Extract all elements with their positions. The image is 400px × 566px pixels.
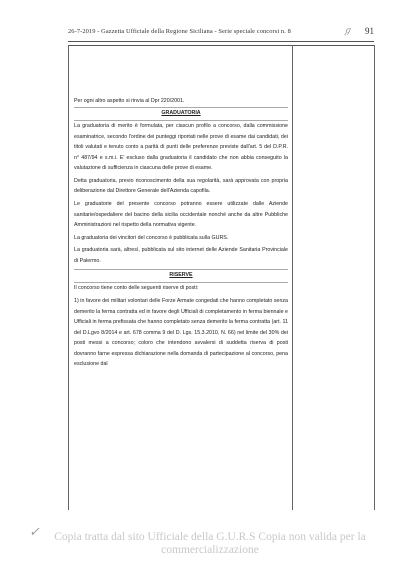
table-border-right xyxy=(374,45,375,510)
header-rule xyxy=(68,41,374,42)
page-header xyxy=(68,25,374,39)
riserve-paragraph: Il concorso tiene conto delle seguenti riserve di posti: xyxy=(74,285,199,292)
table-border-middle xyxy=(292,45,293,510)
graduatoria-paragraph: La graduatoria di merito è formulata, per ciascun profilo a concorso, dalla commissione esaminatrice, secondo l'ordine dei punteggi riportati nelle prove di esame dai candidati, dei titoli valutati e tenuto conto a parità di punti delle preferenze previste dall'art. 5 del D.P.R. n° 487/94 e s.m.i. E' escluso dalla graduatoria il candidato che non abbia conseguito la valutazione di sufficienza in ciascuna delle prove di esame. xyxy=(74,123,288,172)
riserve-paragraph: 1) in favore dei militari volontari delle Forze Armate congedati che hanno completato senza demerito la ferma contratta ed in favore degli Ufficiali di completamento in ferma biennale e Ufficiali in ferma prefissata che hanno completato senza demerito la ferma contratta (art. 11 del D.Lgvo 8/2014 e art. 678 comma 9 del D. Lgs. 15.3.2010, N. 66) nel limite del 30% dei posti messi a concorso; coloro che intendono avvalersi di suddetta riserva di posti dovranno farne espressa dichiarazione nella domanda di partecipazione al concorso, pena esclusione dal xyxy=(74,298,288,367)
document-body xyxy=(74,96,288,372)
graduatoria-paragraph: La graduatoria sarà, altresì, pubblicata sul sito internet delle Aziende Sanitaria Provinciale di Palermo. xyxy=(74,247,288,264)
graduatoria-paragraph: La graduatoria dei vincitori del concorso è pubblicata sulla GURS. xyxy=(74,234,229,241)
graduatoria-paragraph: Le graduatorie del presente concorso potranno essere utilizzate dalle Aziende sanitarie/ospedaliere del bacino della sicilia occidentale nonché anche da altre Pubbliche Amministrazioni nel rispetto della normativa vigente. xyxy=(74,201,288,229)
graduatoria-paragraph: Detta graduatoria, previo riconoscimento della sua regolarità, sarà approvata con propria deliberazione dal Direttore Generale dell'Azienda capofila. xyxy=(74,177,288,195)
handwritten-mark-icon: ℊ xyxy=(343,25,353,35)
riserve-heading: RISERVE xyxy=(169,271,193,278)
header-rule-inner xyxy=(68,45,374,46)
header-text: 26-7-2019 - Gazzetta Ufficiale della Regione Siciliana - Serie speciale concorsi n. 8 xyxy=(68,28,291,35)
footer-watermark: Copia tratta dal sito Ufficiale della G.U.R.S Copia non valida per la commercializzazione xyxy=(54,531,366,556)
intro-text: Per ogni altro aspetto si rinvia al Dpr 220/2001. xyxy=(74,98,185,104)
graduatoria-heading: GRADUATORIA xyxy=(161,109,201,116)
page-number: 91 xyxy=(365,26,374,36)
table-border-left xyxy=(68,45,69,510)
page-curl-icon: ✓ xyxy=(29,524,40,539)
